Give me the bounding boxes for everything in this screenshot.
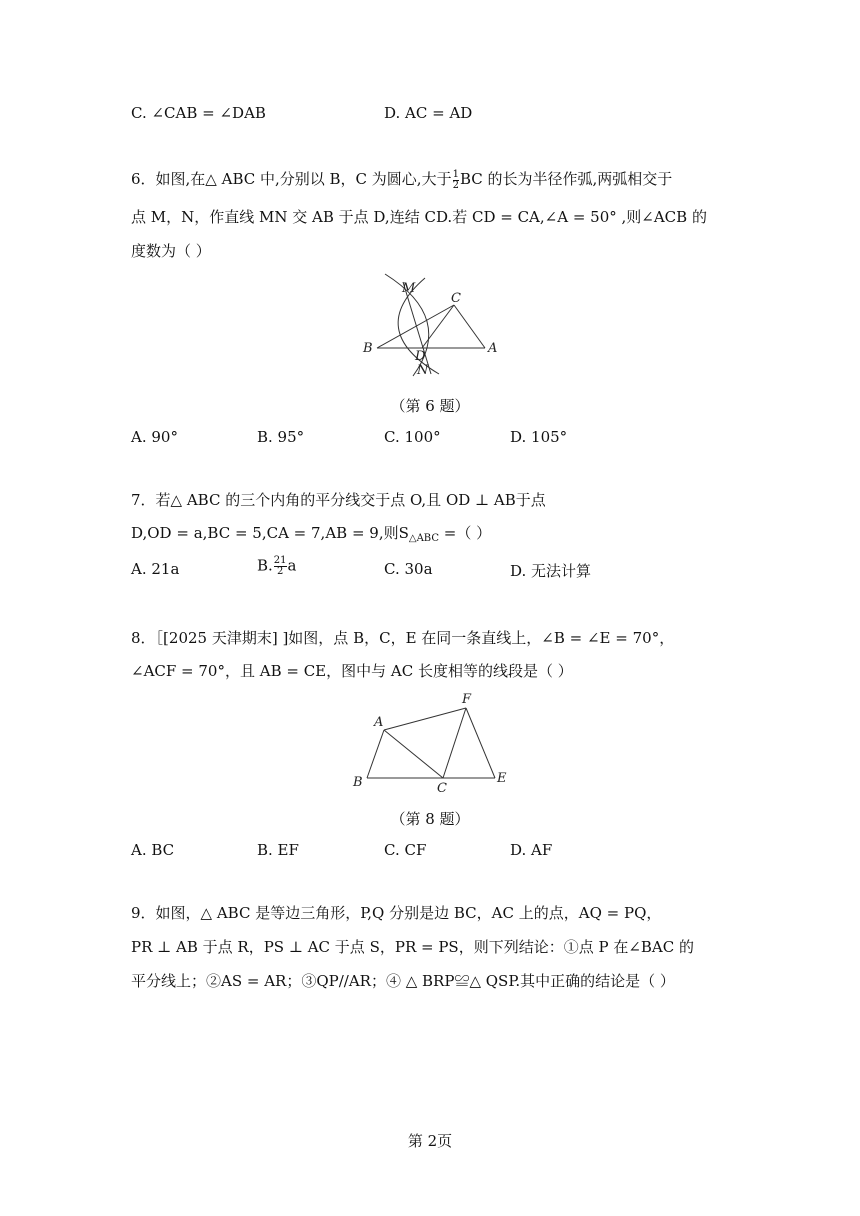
q6-caption: （第 6 题） bbox=[390, 397, 470, 415]
q6-line1-start: 6．如图,在△ ABC 中,分别以 B，C 为圆心,大于 bbox=[131, 170, 452, 188]
q6-figure bbox=[355, 270, 515, 382]
q6-label-d: D bbox=[415, 349, 426, 364]
q6-segment-cd bbox=[422, 305, 454, 348]
q7-option-a: A. 21a bbox=[131, 560, 180, 578]
q8-line2: ∠ACF = 70°，且 AB = CE，图中与 AC 长度相等的线段是（ ） bbox=[131, 662, 573, 680]
q8-option-a: A. BC bbox=[131, 841, 175, 859]
q9-line3: 平分线上；②AS = AR；③QP//AR；④ △ BRP≌△ QSP.其中正确的结论是（ ） bbox=[131, 972, 675, 990]
q8-segment-fe bbox=[466, 708, 495, 778]
q8-figure bbox=[345, 688, 515, 796]
q7-option-b-num: 21 bbox=[273, 555, 287, 566]
q8-option-b: B. EF bbox=[257, 841, 299, 859]
q6-line3: 度数为（ ） bbox=[131, 242, 211, 260]
q8-label-e: E bbox=[497, 771, 507, 786]
q8-segment-ac bbox=[384, 730, 443, 778]
q7-line2-start: D,OD = a,BC = 5,CA = 7,AB = 9,则S bbox=[131, 524, 409, 542]
q8-line1: 8．［[2025 天津期末] ]如图，点 B，C，E 在同一条直线上，∠B = ∠E = 70°， bbox=[131, 629, 675, 647]
q7-option-d: D. 无法计算 bbox=[510, 562, 592, 580]
q7-option-c: C. 30a bbox=[384, 560, 433, 578]
q7-option-b-suffix: a bbox=[287, 556, 297, 575]
q6-label-a: A bbox=[488, 341, 498, 356]
q8-label-b: B bbox=[353, 775, 363, 790]
q6-segment-bc bbox=[377, 305, 454, 348]
q8-caption: （第 8 题） bbox=[390, 810, 470, 828]
q6-line2: 点 M，N，作直线 MN 交 AB 于点 D,连结 CD.若 CD = CA,∠A = 50° ,则∠ACB 的 bbox=[131, 208, 707, 226]
q9-line2: PR ⊥ AB 于点 R，PS ⊥ AC 于点 S，PR = PS，则下列结论：①点 P 在∠BAC 的 bbox=[131, 938, 695, 956]
q5-option-d: D. AC = AD bbox=[384, 104, 473, 122]
q6-fraction bbox=[453, 170, 459, 191]
q6-frac-den: 2 bbox=[452, 179, 459, 191]
q6-line1-end: BC 的长为半径作弧,两弧相交于 bbox=[459, 170, 673, 188]
q7-option-b-prefix: B. bbox=[257, 556, 273, 575]
q6-label-m: M bbox=[402, 281, 416, 296]
q7-option-b bbox=[257, 556, 296, 577]
q8-label-a: A bbox=[374, 715, 384, 730]
q7-area-subscript: △ABC bbox=[408, 533, 439, 544]
q6-option-d: D. 105° bbox=[510, 428, 568, 446]
q6-label-n: N bbox=[417, 363, 429, 378]
q6-segment-ca bbox=[454, 305, 485, 348]
q6-label-c: C bbox=[451, 291, 461, 306]
q6-option-a: A. 90° bbox=[131, 428, 178, 446]
q8-option-c: C. CF bbox=[384, 841, 427, 859]
q7-line2 bbox=[131, 522, 491, 544]
q7-line1: 7．若△ ABC 的三个内角的平分线交于点 O,且 OD ⊥ AB于点 bbox=[131, 491, 546, 509]
q7-option-b-den: 2 bbox=[274, 566, 287, 577]
q8-option-d: D. AF bbox=[510, 841, 553, 859]
q6-line1 bbox=[131, 168, 672, 191]
page-number: 第 2页 bbox=[407, 1132, 453, 1150]
q8-segment-af bbox=[384, 708, 466, 730]
q8-label-c: C bbox=[437, 781, 447, 796]
q8-segment-ba bbox=[367, 730, 384, 778]
q6-option-c: C. 100° bbox=[384, 428, 441, 446]
q8-label-f: F bbox=[462, 692, 472, 707]
q7-option-b-fraction bbox=[274, 556, 287, 577]
q8-segment-cf bbox=[443, 708, 466, 778]
q6-option-b: B. 95° bbox=[257, 428, 305, 446]
q6-label-b: B bbox=[363, 341, 373, 356]
q7-line2-end: =（ ） bbox=[438, 524, 492, 542]
q9-line1: 9．如图，△ ABC 是等边三角形，P,Q 分别是边 BC，AC 上的点，AQ = PQ， bbox=[131, 904, 662, 922]
q5-option-c: C. ∠CAB = ∠DAB bbox=[131, 104, 266, 122]
q6-frac-num: 1 bbox=[452, 168, 459, 180]
